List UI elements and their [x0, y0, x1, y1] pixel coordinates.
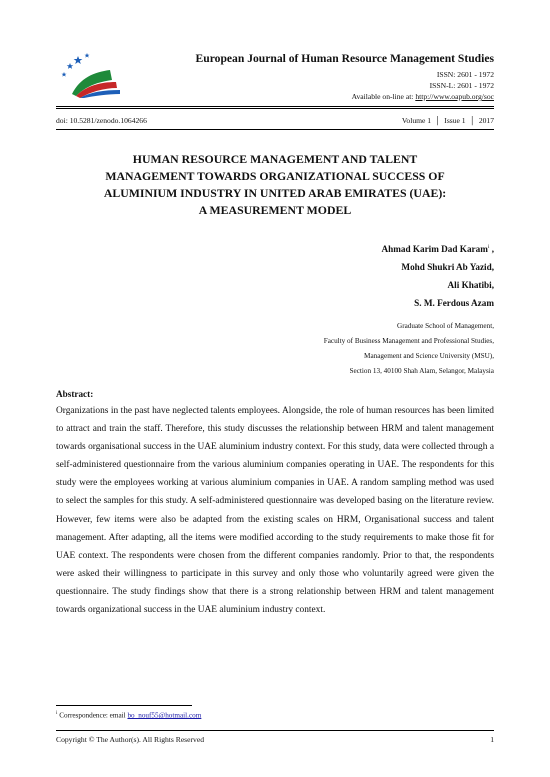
author-3: Ali Khatibi, [447, 280, 494, 291]
title-line: ALUMINIUM INDUSTRY IN UNITED ARAB EMIRATES (UAE): [103, 186, 447, 200]
author-1-suffix: , [491, 244, 494, 255]
separator: │ [469, 116, 475, 125]
doi: doi: 10.5281/zenodo.1064266 [56, 116, 147, 125]
issn-l: ISSN-L: 2601 - 1972 [429, 81, 494, 90]
availability-line [352, 92, 494, 101]
author-4: S. M. Ferdous Azam [414, 298, 494, 309]
author-1-name: Ahmad Karim Dad Karam [381, 244, 488, 255]
available-prefix: Available on-line at: [351, 92, 416, 101]
footer-rule [56, 730, 494, 731]
footnote-rule [56, 705, 192, 706]
title-line: MANAGEMENT TOWARDS ORGANIZATIONAL SUCCESS OF [105, 169, 445, 183]
abstract-heading: Abstract: [56, 389, 94, 399]
footnote [56, 711, 201, 719]
journal-logo [54, 50, 124, 98]
journal-url-link[interactable]: http://www.oapub.org/soc [415, 92, 494, 101]
footnote-label: Correspondence: email [59, 711, 128, 720]
footnote-marker: i [56, 711, 58, 716]
paper-title [56, 151, 494, 219]
affiliation-line: Management and Science University (MSU), [364, 352, 494, 360]
abstract-text: Organizations in the past have neglected talents employees. Alongside, the role of human resources has been limited to attract and train the staff. Therefore, this study discusses the relationship between HRM and talent management towards organisational success in the UAE aluminium industry context. For this study, data were collected through a self-administered questionnaire from the various aluminium companies operating in UAE. The respondents for this study were the employees working at various aluminium companies in UAE. A random sampling method was used to select the samples for this study. A self-administered questionnaire was developed basing on the literature review. However, few items were also be adapted from the existing scales on HRM, Organisational success and talent management. After adapting, all the items were modified according to the study requirements to make those fit for UAE context. The respondents were chosen from the different companies randomly. Prior to that, the respondents were asked their willingness to participate in this survey and only those who voluntarily agreed were given the questionnaire. The study findings show that there is a strong relationship between HRM and talent management towards organizational success in the UAE aluminium industry context. [56, 406, 494, 616]
issn: ISSN: 2601 - 1972 [436, 70, 494, 79]
author-2: Mohd Shukri Ab Yazid, [401, 262, 494, 273]
email-link[interactable]: bo_nouf55@hotmail.com [127, 711, 202, 720]
separator: │ [435, 116, 441, 125]
volume-issue-year [402, 116, 494, 125]
header-rule [56, 106, 494, 107]
copyright: Copyright © The Author(s). All Rights Reserved [56, 735, 205, 744]
star-icon [62, 53, 90, 77]
title-line: A MEASUREMENT MODEL [198, 203, 352, 217]
issue: Issue 1 [444, 116, 466, 125]
meta-rule [56, 129, 494, 130]
journal-title: European Journal of Human Resource Management Studies [195, 52, 494, 65]
page-number: 1 [490, 735, 494, 744]
volume: Volume 1 [401, 116, 432, 125]
title-line: HUMAN RESOURCE MANAGEMENT AND TALENT [132, 152, 418, 166]
footnote-marker: i [487, 244, 490, 250]
affiliation-line: Faculty of Business Management and Professional Studies, [323, 337, 494, 345]
year: 2017 [478, 116, 494, 125]
affiliation-line: Graduate School of Management, [397, 322, 494, 330]
book-icon [72, 70, 120, 98]
author-1 [381, 238, 494, 258]
affiliation-line: Section 13, 40100 Shah Alam, Selangor, Malaysia [349, 367, 494, 375]
affiliation [324, 319, 494, 379]
header-rule-thin [56, 108, 494, 109]
author-list [381, 238, 494, 312]
